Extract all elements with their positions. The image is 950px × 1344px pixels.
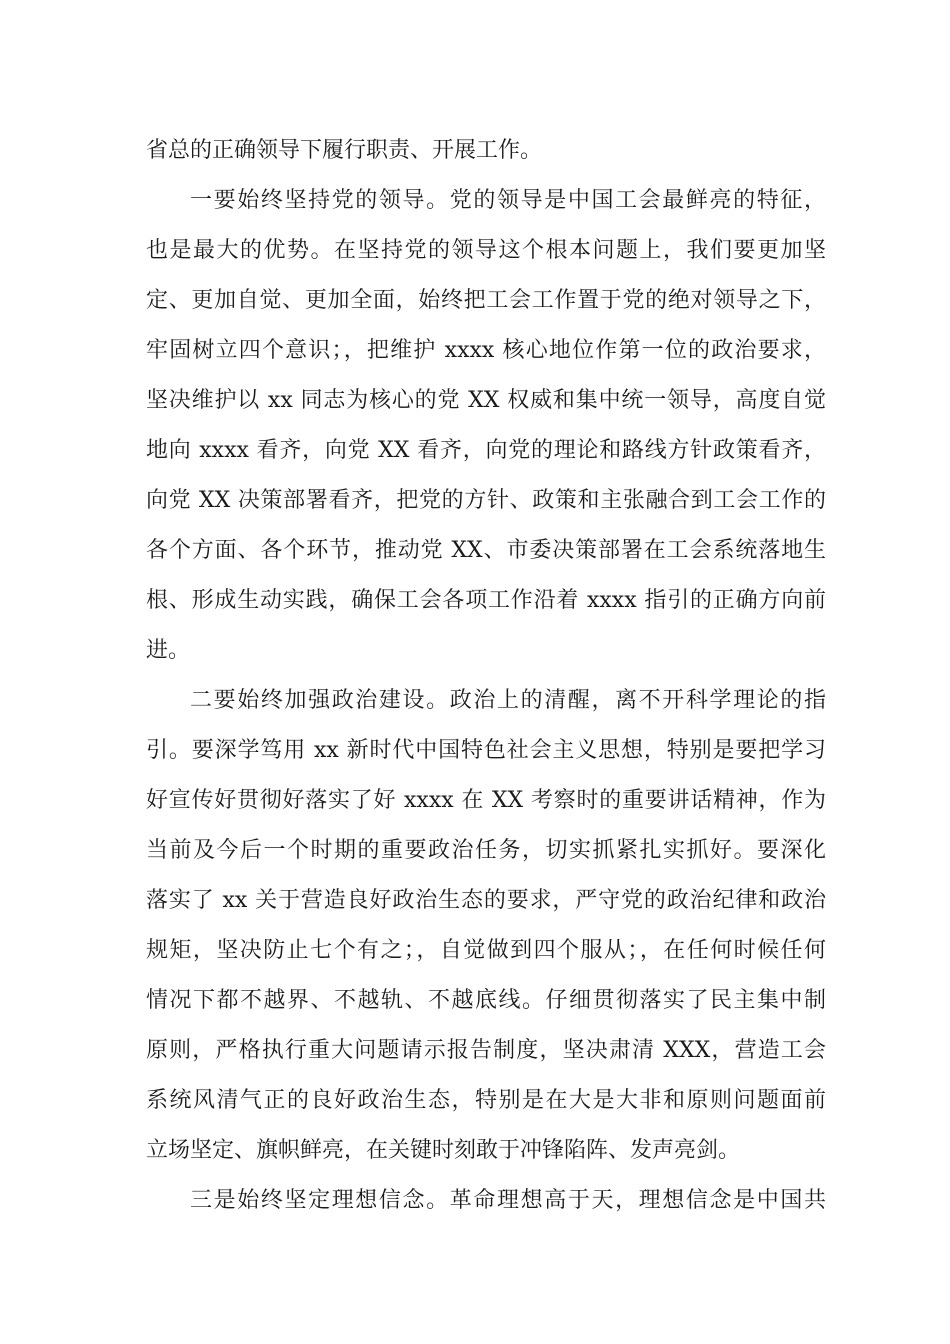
- text-line: 原则，严格执行重大问题请示报告制度，坚决肃清 XXX，营造工会: [146, 1038, 826, 1063]
- text-line: 牢固树立四个意识；，把维护 xxxx 核心地位作第一位的政治要求，: [146, 338, 826, 363]
- text-line: 规矩，坚决防止七个有之；，自觉做到四个服从；，在任何时候任何: [146, 938, 826, 963]
- paragraph-2-first-line: 二要始终加强政治建设。政治上的清醒，离不开科学理论的指: [190, 688, 826, 713]
- text-line: 情况下都不越界、不越轨、不越底线。仔细贯彻落实了民主集中制: [146, 988, 826, 1013]
- body-text: [146, 126, 826, 1226]
- text-line: 落实了 xx 关于营造良好政治生态的要求，严守党的政治纪律和政治: [146, 888, 826, 913]
- text-line: 进。: [146, 638, 191, 663]
- text-line: 也是最大的优势。在坚持党的领导这个根本问题上，我们要更加坚: [146, 238, 826, 263]
- text-line: 系统风清气正的良好政治生态，特别是在大是大非和原则问题面前: [146, 1088, 826, 1113]
- text-line: 定、更加自觉、更加全面，始终把工会工作置于党的绝对领导之下，: [146, 288, 826, 313]
- text-line: 当前及今后一个时期的重要政治任务，切实抓紧扎实抓好。要深化: [146, 838, 826, 863]
- text-line: 好宣传好贯彻好落实了好 xxxx 在 XX 考察时的重要讲话精神，作为: [146, 788, 826, 813]
- text-line: 立场坚定、旗帜鲜亮，在关键时刻敢于冲锋陷阵、发声亮剑。: [146, 1138, 741, 1163]
- text-line: 地向 xxxx 看齐，向党 XX 看齐，向党的理论和路线方针政策看齐，: [146, 438, 826, 463]
- text-line: 省总的正确领导下履行职责、开展工作。: [146, 138, 543, 163]
- text-line: 各个方面、各个环节，推动党 XX、市委决策部署在工会系统落地生: [146, 538, 826, 563]
- text-line: 向党 XX 决策部署看齐，把党的方针、政策和主张融合到工会工作的: [146, 488, 826, 513]
- text-line: 引。要深学笃用 xx 新时代中国特色社会主义思想，特别是要把学习: [146, 738, 826, 763]
- text-line: 根、形成生动实践，确保工会各项工作沿着 xxxx 指引的正确方向前: [146, 588, 826, 613]
- text-line: 坚决维护以 xx 同志为核心的党 XX 权威和集中统一领导，高度自觉: [146, 388, 826, 413]
- paragraph-1-first-line: 一要始终坚持党的领导。党的领导是中国工会最鲜亮的特征，: [190, 188, 826, 213]
- paragraph-3-first-line: 三是始终坚定理想信念。革命理想高于天，理想信念是中国共: [190, 1188, 826, 1213]
